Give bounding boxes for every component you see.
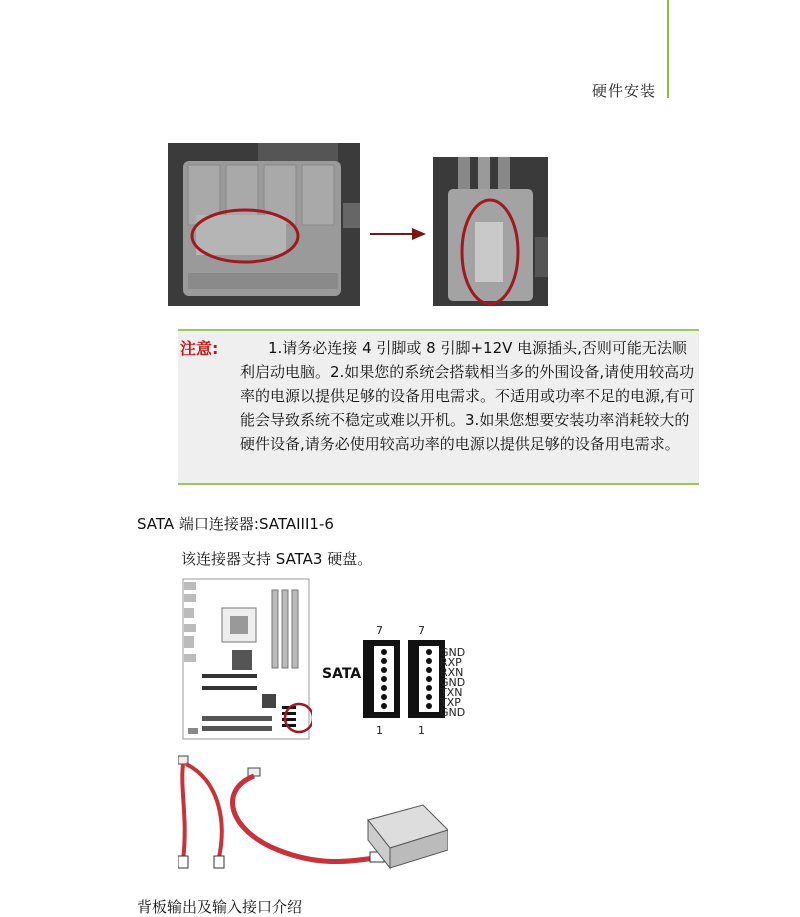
pin-number-top-right: 7: [418, 624, 425, 637]
arrow-right-icon: [370, 226, 426, 242]
sata-description: 该连接器支持 SATA3 硬盘。: [181, 550, 373, 568]
header-divider: [667, 0, 669, 98]
pin-label: RXP: [440, 656, 462, 669]
sata-cable-illustration: [178, 750, 448, 878]
pin-label: GND: [440, 706, 466, 719]
pin-number-bottom-right: 1: [418, 724, 425, 737]
note-text: 1.请务必连接 4 引脚或 8 引脚+12V 电源插头,否则可能无法顺利启动电脑。2.如果您的系统会搭载相当多的外围设备,请使用较高功率的电源以提供足够的设备用电需求。不适用或功率不足的电源,有可能会导致系统不稳定或难以开机。3.如果您想要安装功率消耗较大的硬件设备,请务必使用较高功率的电源以提供足够的设备用电需求。: [240, 339, 695, 453]
sata-section-title: SATA 端口连接器:SATAIII1-6: [137, 515, 334, 533]
pin-label: GND: [440, 646, 466, 659]
pin-number-top-left: 7: [376, 624, 383, 637]
pin-label: GND: [440, 676, 466, 689]
motherboard-diagram: [182, 578, 312, 741]
pin-label: TXN: [440, 686, 463, 699]
section-header: 硬件安装: [591, 82, 656, 100]
pin-label: RXN: [440, 666, 464, 679]
power-connector-photo-left: [168, 143, 360, 306]
note-label: 注意:: [180, 339, 219, 358]
sata-diagram-label: SATA: [322, 666, 362, 682]
next-section-heading: 背板输出及输入接口介绍: [137, 898, 303, 916]
pin-number-bottom-left: 1: [376, 724, 383, 737]
pin-label: TXP: [440, 696, 461, 709]
sata-pin-diagram: [318, 622, 518, 742]
power-connector-photo-right: [433, 157, 548, 306]
